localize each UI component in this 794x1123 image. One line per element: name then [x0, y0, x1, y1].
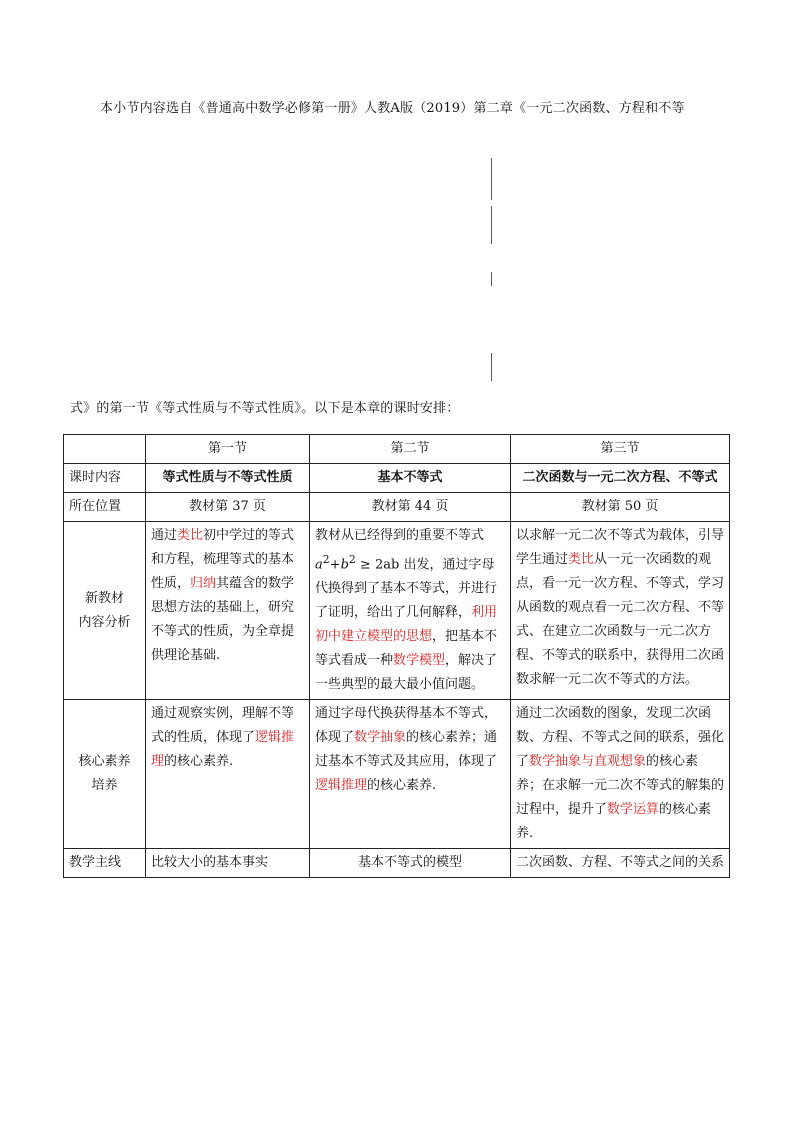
mainline-section-2: 基本不等式的模型	[310, 849, 511, 878]
analysis-label-line-1: 新教材	[84, 590, 124, 606]
schedule-table	[63, 434, 730, 878]
vertical-mark-4	[491, 353, 492, 381]
text: 通过二次函数的图象，发现二次函数、方程、不等式之间的联系，强化了	[516, 706, 725, 770]
topics-label: 课时内容	[64, 464, 146, 493]
header-section-3: 第三节	[511, 435, 730, 464]
highlight-text: 类比	[177, 528, 204, 543]
page-section-3: 教材第 50 页	[511, 493, 730, 522]
text: 从一元一次函数的观点，看一元一次方程、不等式，学习从函数的观点看一元二次方程、不等式、在建立二次函数与一元二次方程、不等式的联系中，获得用二次函数求解一元二次不等式的方法。	[516, 552, 725, 687]
text: 教材从已经得到的重要不等式	[315, 528, 485, 543]
text: 的核心素养；在求解一元二次不等式的解集的过程中，提升了	[516, 754, 725, 818]
literacy-label-line-1: 核心素养	[78, 754, 131, 770]
literacy-row	[64, 700, 730, 849]
literacy-section-2	[310, 700, 511, 849]
text: 通过观察实例，理解不等式的性质，体现了	[151, 706, 295, 746]
analysis-label-line-2: 内容分析	[78, 614, 131, 630]
mainline-section-3: 二次函数、方程、不等式之间的关系	[511, 849, 730, 878]
text: 的核心素养；通过基本不等式及其应用，体现了	[315, 730, 498, 770]
literacy-section-1	[146, 700, 310, 849]
highlight-text: 数学模型	[393, 653, 446, 669]
intro-line-2: 式》的第一节《等式性质与不等式性质》。以下是本章的课时安排：	[70, 401, 460, 416]
analysis-label	[64, 522, 146, 700]
vertical-mark-3	[491, 272, 492, 286]
topic-section-3: 二次函数与一元二次方程、不等式	[511, 464, 730, 493]
analysis-section-1	[146, 522, 310, 700]
page-section-1: 教材第 37 页	[146, 493, 310, 522]
highlight-text: 归纳	[190, 576, 217, 591]
text: ，解决了一些典型的最大最小值问题。	[315, 653, 498, 693]
mainline-row	[64, 849, 730, 878]
text: 以求解一元二次不等式为载体，引导学生通过	[516, 528, 725, 567]
analysis-section-2: 教材从已经得到的重要不等式 $a^2+b^2 \ge 2ab$ 出发，通过字母代换得到了基本不等式，并进行了证明，给出了几何解释，利用初中建立模型的思想，把基本不等式看成一种数学模型，解决了一些典型的最大最小值问题。	[310, 522, 511, 700]
literacy-label-line-2: 培养	[91, 778, 118, 794]
pages-row	[64, 493, 730, 522]
text: 的核心素养.	[164, 754, 234, 770]
highlight-text: 数学抽象与直观想象	[529, 754, 647, 770]
formula-var-b: b	[340, 557, 349, 573]
text: 其蕴含的数学思想方法的基础上，研究不等式的性质，为全章提供理论基础.	[151, 576, 295, 663]
text: ，把基本不等式看成一种	[315, 629, 498, 669]
formula-rest: ≥ 2ab	[355, 557, 400, 573]
literacy-section-3	[511, 700, 730, 849]
text: 的核心素养.	[516, 802, 712, 842]
analysis-section-3	[511, 522, 730, 700]
mainline-section-1: 比较大小的基本事实	[146, 849, 310, 878]
header-empty-cell	[64, 435, 146, 464]
page-section-2: 教材第 44 页	[310, 493, 511, 522]
pages-label: 所在位置	[64, 493, 146, 522]
literacy-label	[64, 700, 146, 849]
vertical-mark-2	[491, 206, 492, 244]
intro-line-1: 本小节内容选自《普通高中数学必修第一册》人教A版（2019）第二章《一元二次函数、方程和不等	[100, 101, 685, 116]
header-section-2: 第二节	[310, 435, 511, 464]
highlight-text: 数学抽象	[354, 730, 407, 746]
topic-section-1: 等式性质与不等式性质	[146, 464, 310, 493]
formula-var-a: a	[315, 557, 323, 573]
analysis-row	[64, 522, 730, 700]
highlight-text: 逻辑推理	[315, 778, 368, 794]
text: 出发，通过字母代换得到了基本不等式，并进行了证明，给出了几何解释，	[315, 557, 498, 621]
highlight-text: 利用初中建立模型的思想	[315, 605, 498, 645]
text: 初中学过的等式和方程，梳理等式的基本性质，	[151, 528, 295, 591]
text: 通过	[151, 528, 178, 543]
text: 的核心素养.	[367, 778, 437, 794]
topics-row	[64, 464, 730, 493]
vertical-mark-1	[491, 158, 492, 200]
highlight-text: 类比	[568, 552, 595, 567]
text: 通过字母代换获得基本不等式，体现了	[315, 706, 498, 746]
topic-section-2: 基本不等式	[310, 464, 511, 493]
table-header-row	[64, 435, 730, 464]
highlight-text: 逻辑推理	[151, 730, 295, 770]
highlight-text: 数学运算	[607, 802, 660, 818]
header-section-1: 第一节	[146, 435, 310, 464]
mainline-label: 教学主线	[64, 849, 146, 878]
